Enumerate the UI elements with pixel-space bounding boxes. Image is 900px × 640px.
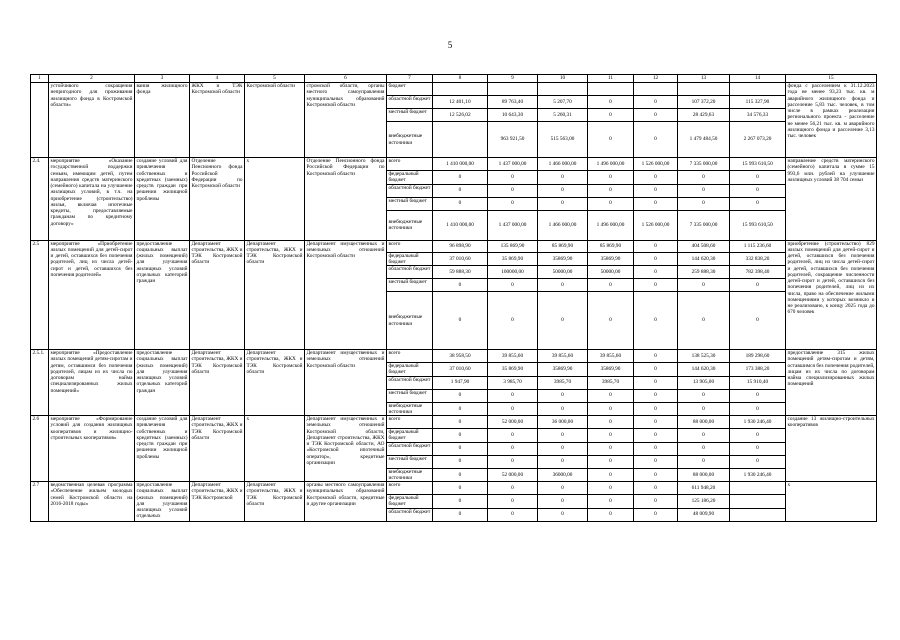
amount-cell: 0 [634, 197, 678, 210]
amount-cell: 0 [678, 197, 730, 210]
amount-cell: 15 993 610,50 [730, 210, 786, 240]
amount-cell: 0 [538, 508, 588, 521]
table-row [31, 350, 877, 363]
amount-cell: 0 [488, 429, 538, 443]
amount-cell: 0 [634, 122, 678, 158]
amount-cell: 0 [634, 442, 678, 455]
target-indicator: фонда с расселением к 31.12.2023 года не менее 93,23 тыс. кв. м аварийного жилищного фонда и расселение 5,83 тыс. человек, в том числе в рамках реализации регионального проекта - расселение не менее 56,21 тыс. кв. м аварийного жилищного фонда и расселение 3,13 тыс. человек [786, 83, 877, 158]
target-indicator: создание 13 жилищно-строительных кооперативов [786, 416, 877, 482]
funding-source: областной бюджет [387, 184, 433, 197]
amount-cell: 1 466 000,00 [538, 210, 588, 240]
expected-result: предоставление социальных выплат (жилых помещений) для улучшения жилищных условий отдельных [136, 482, 188, 520]
expected-result: создание условий для привлечения собственных и кредитных (заемных) средств граждан при решении жилищной проблемы [135, 416, 190, 482]
target-indicator: х [786, 482, 877, 522]
amount-cell: 35 869,90 [488, 363, 538, 377]
activity-name: устойчивого сокращения непригодного для проживания жилищного фонда в Костромской области» [49, 83, 135, 158]
amount-cell: 0 [678, 402, 730, 416]
funding-source: областной бюджет [387, 266, 433, 279]
amount-cell: 0 [433, 402, 488, 416]
amount-cell [730, 508, 786, 521]
funding-source: всего [387, 350, 433, 363]
amount-cell: 0 [433, 482, 488, 495]
item-number: 2.5.1. [31, 350, 49, 416]
funding-source: местный бюджет [387, 279, 433, 292]
co-executor: Департамент строительства, ЖКХ и ТЭК Костромской области [245, 350, 305, 416]
amount-cell: 0 [588, 442, 634, 455]
funding-source: внебюджетные источники [387, 292, 433, 350]
amount-cell [730, 495, 786, 509]
amount-cell: 35869,90 [588, 252, 634, 266]
amount-cell: 59 888,30 [433, 266, 488, 279]
amount-cell: 115 327,90 [730, 96, 786, 109]
amount-cell: 35869,90 [538, 252, 588, 266]
amount-cell: 85 869,90 [588, 240, 634, 252]
amount-cell: 0 [433, 184, 488, 197]
amount-cell: 10 643,30 [488, 109, 538, 122]
amount-cell: 259 888,30 [678, 266, 730, 279]
column-number: 6 [305, 75, 387, 83]
amount-cell: 782 398,40 [730, 266, 786, 279]
co-executor: Департамент строительства, ЖКХ и ТЭК Костромской области [245, 482, 305, 522]
amount-cell: 0 [730, 402, 786, 416]
amount-cell: 0 [730, 442, 786, 455]
funding-source: всего [387, 482, 433, 495]
amount-cell: 0 [433, 468, 488, 482]
funding-source: местный бюджет [387, 109, 433, 122]
amount-cell: 1 930 246,40 [730, 416, 786, 429]
amount-cell: 0 [634, 455, 678, 468]
amount-cell: 1 496 000,00 [588, 158, 634, 171]
amount-cell [730, 482, 786, 495]
amount-cell: 0 [730, 389, 786, 402]
amount-cell: 0 [588, 96, 634, 109]
expected-result: создание условий для привлечения собственных и кредитных (заемных) средств граждан при решении жилищной проблемы [135, 158, 190, 241]
amount-cell: 0 [488, 279, 538, 292]
amount-cell: 0 [588, 122, 634, 158]
amount-cell: 0 [433, 389, 488, 402]
amount-cell: 0 [488, 455, 538, 468]
column-number: 1 [31, 75, 49, 83]
amount-cell: 0 [634, 266, 678, 279]
amount-cell [634, 83, 678, 96]
activity-name: мероприятие «Приобретение жилых помещений для детей-сирот и детей, оставшихся без попечения родителей, лиц из числа детей-сирот и детей, оставшихся без попечения родителей» [49, 240, 135, 350]
activity-name: мероприятие «Оказание государственной поддержки семьям, имеющим детей, путем направления средств материнского (семейного) капитала на улучшение жилищных условий, в т.ч. на приобретение (строительство) жилья, включая ипотечные кредиты, предоставляемые гражданам по кредитному договору» [49, 158, 135, 241]
amount-cell: 15 910,40 [730, 376, 786, 389]
expected-result: вания жилищного фонда [135, 83, 190, 158]
item-number: 2.5 [31, 240, 49, 350]
funding-source: местный бюджет [387, 389, 433, 402]
amount-cell: 963 921,50 [488, 122, 538, 158]
target-indicator: направление средств материнского (семейного) капитала в сумме 15 993,6 млн. рублей на улучшение жилищных условий 38 704 семьи [786, 158, 877, 241]
amount-cell [433, 83, 488, 96]
amount-cell: 88 000,00 [678, 416, 730, 429]
amount-cell: 35869,90 [538, 363, 588, 377]
amount-cell: 0 [538, 197, 588, 210]
funding-source: всего [387, 158, 433, 171]
amount-cell: 173 388,20 [730, 363, 786, 377]
amount-cell: 15 993 610,50 [730, 158, 786, 171]
amount-cell: 0 [678, 279, 730, 292]
amount-cell: 5 260,31 [538, 109, 588, 122]
amount-cell: 0 [634, 376, 678, 389]
page-number: 5 [447, 40, 453, 50]
amount-cell: 0 [433, 279, 488, 292]
amount-cell: 39 855,60 [488, 350, 538, 363]
amount-cell: 1 526 000,00 [634, 210, 678, 240]
amount-cell: 96 898,90 [433, 240, 488, 252]
funding-source: областной бюджет [387, 508, 433, 521]
activity-name: ведомственная целевая программа «Обеспечение жильем молодых семей Костромской области на 2016-2018 годы» [49, 482, 135, 522]
amount-cell: 0 [488, 197, 538, 210]
amount-cell: 0 [588, 197, 634, 210]
amount-cell [730, 83, 786, 96]
amount-cell: 0 [488, 389, 538, 402]
participants: Отделение Пенсионного фонда Российской Федерации по Костромской области [305, 158, 387, 241]
amount-cell: 2 267 073,20 [730, 122, 786, 158]
amount-cell: 7 335 000,00 [678, 158, 730, 171]
amount-cell: 0 [634, 171, 678, 185]
amount-cell: 12 526,02 [433, 109, 488, 122]
funding-source: внебюджетные источники [387, 402, 433, 416]
funding-source: бюджет [387, 83, 433, 96]
amount-cell: 0 [538, 429, 588, 443]
responsible-executor: Департамент строительства, ЖКХ и ТЭК Костромской области [190, 240, 245, 350]
amount-cell: 0 [588, 468, 634, 482]
amount-cell: 1 930 246,40 [730, 468, 786, 482]
funding-source: внебюджетные источники [387, 122, 433, 158]
amount-cell: 0 [488, 184, 538, 197]
amount-cell: 144 620,30 [678, 363, 730, 377]
target-indicator: приобретение (строительство) 829 жилых помещений для детей-сирот и детей, оставшихся без попечения родителей, лиц из числа детей-сирот и детей, оставшихся без попечения родителей, сокращение численности детей-сирот и детей, оставшихся без попечения родителей, лиц из их числа, право на обеспечение жилыми помещениями у которых возникло и не реализовано, к концу 2025 года до 670 человек [786, 240, 877, 350]
header-row [31, 75, 877, 83]
amount-cell: 0 [538, 482, 588, 495]
table-row [31, 240, 877, 252]
amount-cell: 0 [433, 508, 488, 521]
amount-cell: 0 [730, 197, 786, 210]
amount-cell: 107 372,20 [678, 96, 730, 109]
column-number: 9 [488, 75, 538, 83]
responsible-executor: ЖКХ и ТЭК Костромской области [190, 83, 245, 158]
amount-cell: 28 429,63 [678, 109, 730, 122]
amount-cell: 404 508,60 [678, 240, 730, 252]
amount-cell: 0 [634, 350, 678, 363]
amount-cell: 0 [730, 279, 786, 292]
amount-cell: 0 [634, 429, 678, 443]
column-number: 8 [433, 75, 488, 83]
amount-cell: 88 000,00 [678, 468, 730, 482]
amount-cell: 0 [433, 197, 488, 210]
amount-cell: 0 [433, 171, 488, 185]
amount-cell: 1 115 236,60 [730, 240, 786, 252]
column-number: 5 [245, 75, 305, 83]
amount-cell: 1 479 484,50 [678, 122, 730, 158]
amount-cell: 0 [538, 402, 588, 416]
amount-cell: 5 207,70 [538, 96, 588, 109]
column-number: 3 [135, 75, 190, 83]
amount-cell [678, 83, 730, 96]
table-row [31, 158, 877, 171]
amount-cell: 144 620,30 [678, 252, 730, 266]
amount-cell: 50000,00 [588, 266, 634, 279]
table-row [31, 482, 877, 495]
amount-cell: 37 010,60 [433, 252, 488, 266]
amount-cell: 1 526 000,00 [634, 158, 678, 171]
funding-source: внебюджетные источники [387, 210, 433, 240]
amount-cell: 52 000,00 [488, 468, 538, 482]
funding-source: федеральный бюджет [387, 171, 433, 185]
table-row [31, 416, 877, 429]
amount-cell: 125 186,20 [678, 495, 730, 509]
amount-cell: 0 [588, 455, 634, 468]
amount-cell: 0 [433, 495, 488, 509]
co-executor: Департамент строительства, ЖКХ и ТЭК Костромской области [245, 240, 305, 350]
amount-cell: 0 [538, 171, 588, 185]
amount-cell: 0 [433, 442, 488, 455]
amount-cell: 100000,00 [488, 266, 538, 279]
amount-cell: 0 [538, 389, 588, 402]
amount-cell: 135 869,90 [488, 240, 538, 252]
amount-cell [488, 83, 538, 96]
amount-cell: 1 947,90 [433, 376, 488, 389]
amount-cell: 0 [730, 184, 786, 197]
amount-cell: 0 [634, 363, 678, 377]
item-number: 2.4. [31, 158, 49, 241]
amount-cell: 0 [634, 482, 678, 495]
amount-cell: 0 [488, 442, 538, 455]
amount-cell: 0 [538, 292, 588, 350]
amount-cell: 39 855,60 [538, 350, 588, 363]
amount-cell: 0 [634, 416, 678, 429]
amount-cell: 7 335 000,00 [678, 210, 730, 240]
funding-source: федеральный бюджет [387, 429, 433, 443]
funding-source: внебюджетные источники [387, 468, 433, 482]
funding-source: местный бюджет [387, 455, 433, 468]
amount-cell: 36 000,00 [538, 416, 588, 429]
amount-cell: 1 466 000,00 [538, 158, 588, 171]
amount-cell: 0 [538, 184, 588, 197]
amount-cell [433, 122, 488, 158]
amount-cell: 0 [678, 429, 730, 443]
column-number: 15 [786, 75, 877, 83]
amount-cell: 89 763,40 [488, 96, 538, 109]
amount-cell: 0 [634, 389, 678, 402]
amount-cell: 48 009,90 [678, 508, 730, 521]
amount-cell: 0 [588, 171, 634, 185]
participants: Департамент имущественных и земельных отношений Костромской области, Департамент строительства, ЖКХ и ТЭК Костромской области, АО «Костромской ипотечный оператор», кредитные организации [305, 416, 387, 482]
amount-cell: 0 [488, 402, 538, 416]
amount-cell: 0 [634, 495, 678, 509]
amount-cell: 0 [730, 429, 786, 443]
funding-source: всего [387, 240, 433, 252]
amount-cell: 0 [634, 508, 678, 521]
amount-cell: 611 948,20 [678, 482, 730, 495]
amount-cell: 0 [678, 171, 730, 185]
expected-result: предоставление социальных выплат (жилых помещений) для улучшения жилищных условий отдельных категорий граждан [135, 240, 190, 350]
amount-cell: 0 [433, 292, 488, 350]
amount-cell: 0 [678, 389, 730, 402]
funding-source: федеральный бюджет [387, 252, 433, 266]
amount-cell: 0 [538, 279, 588, 292]
amount-cell: 0 [634, 184, 678, 197]
amount-cell: 0 [678, 455, 730, 468]
amount-cell: 0 [588, 279, 634, 292]
program-table [30, 74, 877, 522]
funding-source: областной бюджет [387, 442, 433, 455]
amount-cell: 52 000,00 [488, 416, 538, 429]
amount-cell: 0 [588, 482, 634, 495]
amount-cell: 1 437 000,00 [488, 158, 538, 171]
amount-cell: 0 [678, 442, 730, 455]
amount-cell: 39 855,60 [588, 350, 634, 363]
item-number [31, 83, 49, 158]
amount-cell: 0 [634, 402, 678, 416]
column-number: 12 [634, 75, 678, 83]
amount-cell: 1 496 000,00 [588, 210, 634, 240]
amount-cell: 0 [488, 482, 538, 495]
amount-cell: 0 [588, 109, 634, 122]
participants: Департамент имущественных и земельных отношений Костромской области [305, 240, 387, 350]
amount-cell: 37 010,60 [433, 363, 488, 377]
amount-cell: 1 437 000,00 [488, 210, 538, 240]
amount-cell: 0 [433, 416, 488, 429]
participants: органы местного самоуправления муниципальных образований Костромской области, кредитные и другие организации [305, 482, 387, 522]
amount-cell: 0 [634, 240, 678, 252]
amount-cell: 13 905,00 [678, 376, 730, 389]
amount-cell: 0 [634, 109, 678, 122]
amount-cell [588, 83, 634, 96]
column-number: 10 [538, 75, 588, 83]
amount-cell: 1 410 000,00 [433, 210, 488, 240]
column-number: 14 [730, 75, 786, 83]
amount-cell: 0 [588, 416, 634, 429]
activity-name: мероприятие «Формирование условий для создания жилищных кооперативов и жилищно-строительных кооперативов» [49, 416, 135, 482]
amount-cell: 0 [488, 171, 538, 185]
amount-cell: 0 [588, 429, 634, 443]
column-number: 7 [387, 75, 433, 83]
funding-source: федеральный бюджет [387, 495, 433, 509]
amount-cell: 0 [730, 171, 786, 185]
table-row [31, 83, 877, 96]
funding-source: федеральный бюджет [387, 363, 433, 377]
co-executor: х [245, 416, 305, 482]
amount-cell: 189 298,60 [730, 350, 786, 363]
responsible-executor: Департамент строительства, ЖКХ и ТЭК Костромской [190, 482, 245, 522]
amount-cell: 0 [634, 96, 678, 109]
amount-cell: 0 [538, 495, 588, 509]
amount-cell: 0 [678, 292, 730, 350]
item-number: 2.6 [31, 416, 49, 482]
participants: Департамент имущественных и земельных отношений Костромской области [305, 350, 387, 416]
amount-cell: 35869,90 [588, 363, 634, 377]
amount-cell: 0 [538, 455, 588, 468]
activity-name: мероприятие «Предоставление жилых помещений детям-сиротам и детям, оставшимся без попечения родителей, лицам из их числа по договорам найма специализированных жилых помещений» [49, 350, 135, 416]
amount-cell: 332 838,20 [730, 252, 786, 266]
column-number: 2 [49, 75, 135, 83]
expected-result: предоставление социальных выплат (жилых помещений) для улучшения жилищных условий отдельных категорий граждан [135, 350, 190, 416]
amount-cell: 0 [588, 508, 634, 521]
amount-cell: 0 [634, 292, 678, 350]
amount-cell: 0 [433, 429, 488, 443]
amount-cell: 3985,70 [588, 376, 634, 389]
amount-cell: 3 985,70 [488, 376, 538, 389]
amount-cell: 0 [488, 495, 538, 509]
responsible-executor: Департамент строительства, ЖКХ и ТЭК Костромской области [190, 350, 245, 416]
amount-cell: 50000,00 [538, 266, 588, 279]
amount-cell: 0 [588, 389, 634, 402]
column-number: 13 [678, 75, 730, 83]
funding-source: всего [387, 416, 433, 429]
amount-cell: 0 [588, 292, 634, 350]
target-indicator: предоставление 315 жилых помещений детям-сиротам и детям, оставшимся без попечения родителей, лицам из их числа по договорам найма специализированных жилых помещений [786, 350, 877, 416]
amount-cell: 12 401,10 [433, 96, 488, 109]
amount-cell: 1 410 000,00 [433, 158, 488, 171]
amount-cell: 3985,70 [538, 376, 588, 389]
amount-cell: 34 576,33 [730, 109, 786, 122]
amount-cell: 85 869,90 [538, 240, 588, 252]
amount-cell: 0 [433, 455, 488, 468]
amount-cell: 35 869,90 [488, 252, 538, 266]
amount-cell: 0 [730, 292, 786, 350]
participants: стромской области, органы местного самоуправления муниципальных образований Костромской области [305, 83, 387, 158]
column-number: 4 [190, 75, 245, 83]
amount-cell: 0 [678, 184, 730, 197]
amount-cell: 0 [488, 292, 538, 350]
amount-cell: 0 [588, 184, 634, 197]
item-number: 2.7 [31, 482, 49, 522]
amount-cell: 0 [538, 442, 588, 455]
funding-source: областной бюджет [387, 376, 433, 389]
funding-source: местный бюджет [387, 197, 433, 210]
amount-cell: 515 563,00 [538, 122, 588, 158]
amount-cell: 0 [488, 508, 538, 521]
amount-cell [538, 83, 588, 96]
responsible-executor: Департамент строительства, ЖКХ и ТЭК Костромской области [190, 416, 245, 482]
responsible-executor: Отделение Пенсионного фонда Российской Федерации по Костромской области [190, 158, 245, 241]
amount-cell: 0 [730, 455, 786, 468]
column-number: 11 [588, 75, 634, 83]
amount-cell: 138 525,30 [678, 350, 730, 363]
funding-source: областной бюджет [387, 96, 433, 109]
amount-cell: 36000,00 [538, 468, 588, 482]
amount-cell: 0 [634, 252, 678, 266]
amount-cell: 0 [588, 495, 634, 509]
amount-cell: 0 [588, 402, 634, 416]
co-executor: х [245, 158, 305, 241]
co-executor: Костромской области [245, 83, 305, 158]
amount-cell: 38 958,50 [433, 350, 488, 363]
amount-cell: 0 [634, 468, 678, 482]
amount-cell: 0 [634, 279, 678, 292]
